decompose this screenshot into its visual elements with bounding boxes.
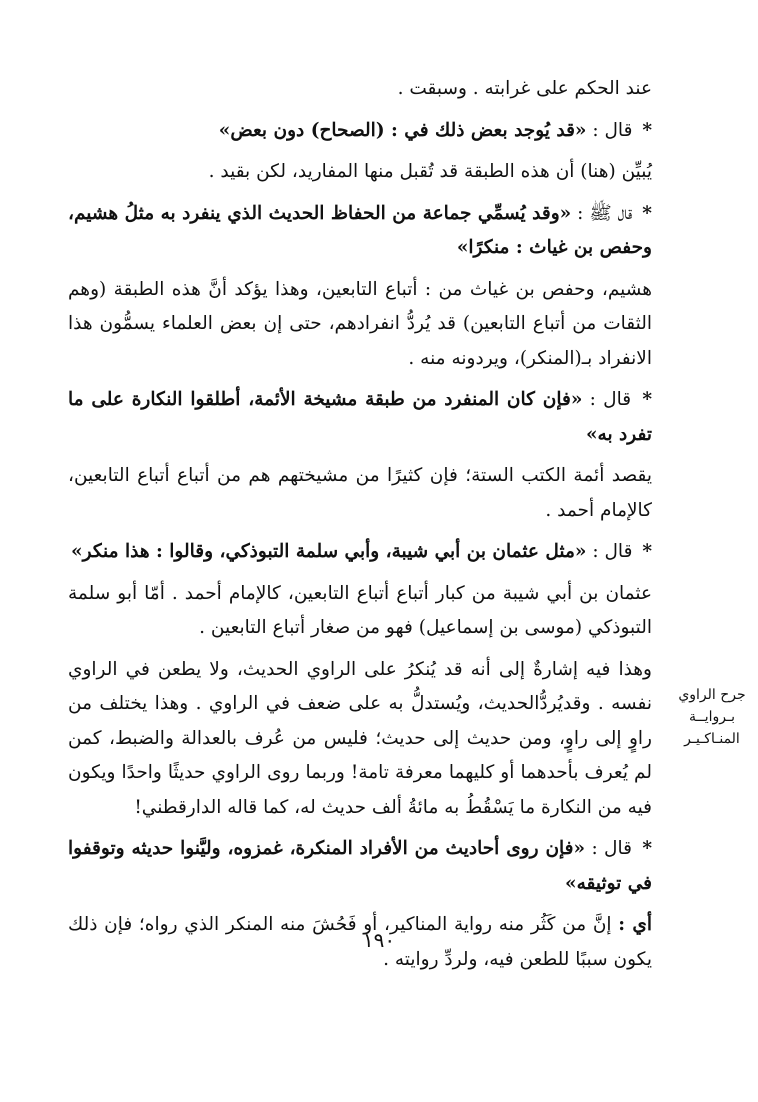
paragraph-2 (68, 155, 652, 190)
margin-note-line: المنـاكـيـر (684, 731, 740, 747)
paragraph-4 (68, 459, 652, 528)
paragraph-text: يقصد أئمة الكتب الستة؛ فإن كثيرًا من مشيختهم هم من أتباع أتباع التابعين، كالإمام أحمد . (68, 465, 652, 521)
paragraph-text: هشيم، وحفص بن غياث من : أتباع التابعين، وهذا يؤكد أنَّ هذه الطبقة (وهم الثقات من أتباع التابعين) قد يُردُّ انفرادهم، حتى إن بعض العلماء يسمُّون هذا الانفراد بـ(المنكر)، ويردونه منه . (68, 278, 652, 369)
margin-note (672, 684, 752, 750)
star-marker: * (642, 119, 652, 141)
margin-note-line: جرح الراوي (678, 687, 746, 703)
paragraph-3 (68, 273, 652, 377)
paragraph-1 (68, 72, 652, 107)
quote-5 (68, 832, 652, 901)
quote-3 (68, 383, 652, 452)
quote-text: «فإن روى أحاديث من الأفراد المنكرة، غمزوه، وليَّنوا حديثه وتوقفوا في توثيقه» (68, 838, 652, 894)
paragraph-text: وهذا فيه إشارةٌ إلى أنه قد يُنكرُ على الراوي الحديث، ولا يطعن في الراوي نفسه . وقديُردُّالحديث، ويُستدلُّ به على ضعف في الراوي . وهذا يختلف من راوٍ إلى راوٍ، ومن حديث إلى حديث؛ فليس من عُرف بالعدالة والضبط، كمن لم يُعرف بأحدهما أو كليهما معرفة تامة! وربما روى الراوي حديثًا واحدًا ويكون فيه من النكارة ما يَسْقُطُ به مائةُ ألف حديث له، كما قاله الدارقطني! (68, 658, 652, 818)
quote-prefix: قال : (592, 541, 633, 562)
quote-text: «وقد يُسمِّي جماعة من الحفاظ الحديث الذي ينفرد به مثلُ هشيم، وحفص بن غياث : منكرًا» (68, 202, 652, 258)
paragraph-5 (68, 577, 652, 646)
quote-prefix: قال : (589, 389, 632, 410)
quote-prefix: قال ﷺ : (577, 202, 633, 224)
paragraph-text: عند الحكم على غرابته . وسبقت . (397, 78, 652, 99)
quote-text: «فإن كان المنفرد من طبقة مشيخة الأئمة، أطلقوا النكارة على ما تفرد به» (68, 389, 652, 445)
quote-4 (68, 535, 652, 570)
paragraph-6 (68, 653, 652, 826)
paragraph-text: عثمان بن أبي شيبة من كبار أتباع أتباع التابعين، كالإمام أحمد . أمّا أبو سلمة التبوذكي (موسى بن إسماعيل) فهو من صغار أتباع التابعين . (68, 582, 652, 638)
quote-text: «قد يُوجد بعض ذلك في : (الصحاح) دون بعض» (218, 119, 587, 141)
star-marker: * (642, 389, 652, 410)
quote-1 (68, 114, 652, 149)
lead-word: أي : (618, 914, 652, 935)
paragraph-text: يُبيِّن (هنا) أن هذه الطبقة قد تُقبل منها المفاريد، لكن بقيد . (208, 161, 652, 182)
main-text (68, 72, 652, 984)
paragraph-text: إنَّ من كَثُر منه رواية المناكير، أو فَحُشَ منه المنكر الذي رواه؛ فإن ذلك يكون سببًا للطعن فيه، ولردِّ روايته . (68, 914, 652, 970)
quote-prefix: قال : (591, 838, 632, 859)
quote-2 (68, 197, 652, 266)
margin-note-line: بـروايــة (689, 709, 735, 725)
star-marker: * (642, 202, 652, 224)
star-marker: * (642, 541, 652, 562)
quote-text: «مثل عثمان بن أبي شيبة، وأبي سلمة التبوذكي، وقالوا : هذا منكر» (71, 541, 587, 562)
page-number: ١٩٠ (362, 928, 396, 952)
quote-prefix: قال : (592, 119, 633, 141)
star-marker: * (642, 838, 652, 859)
